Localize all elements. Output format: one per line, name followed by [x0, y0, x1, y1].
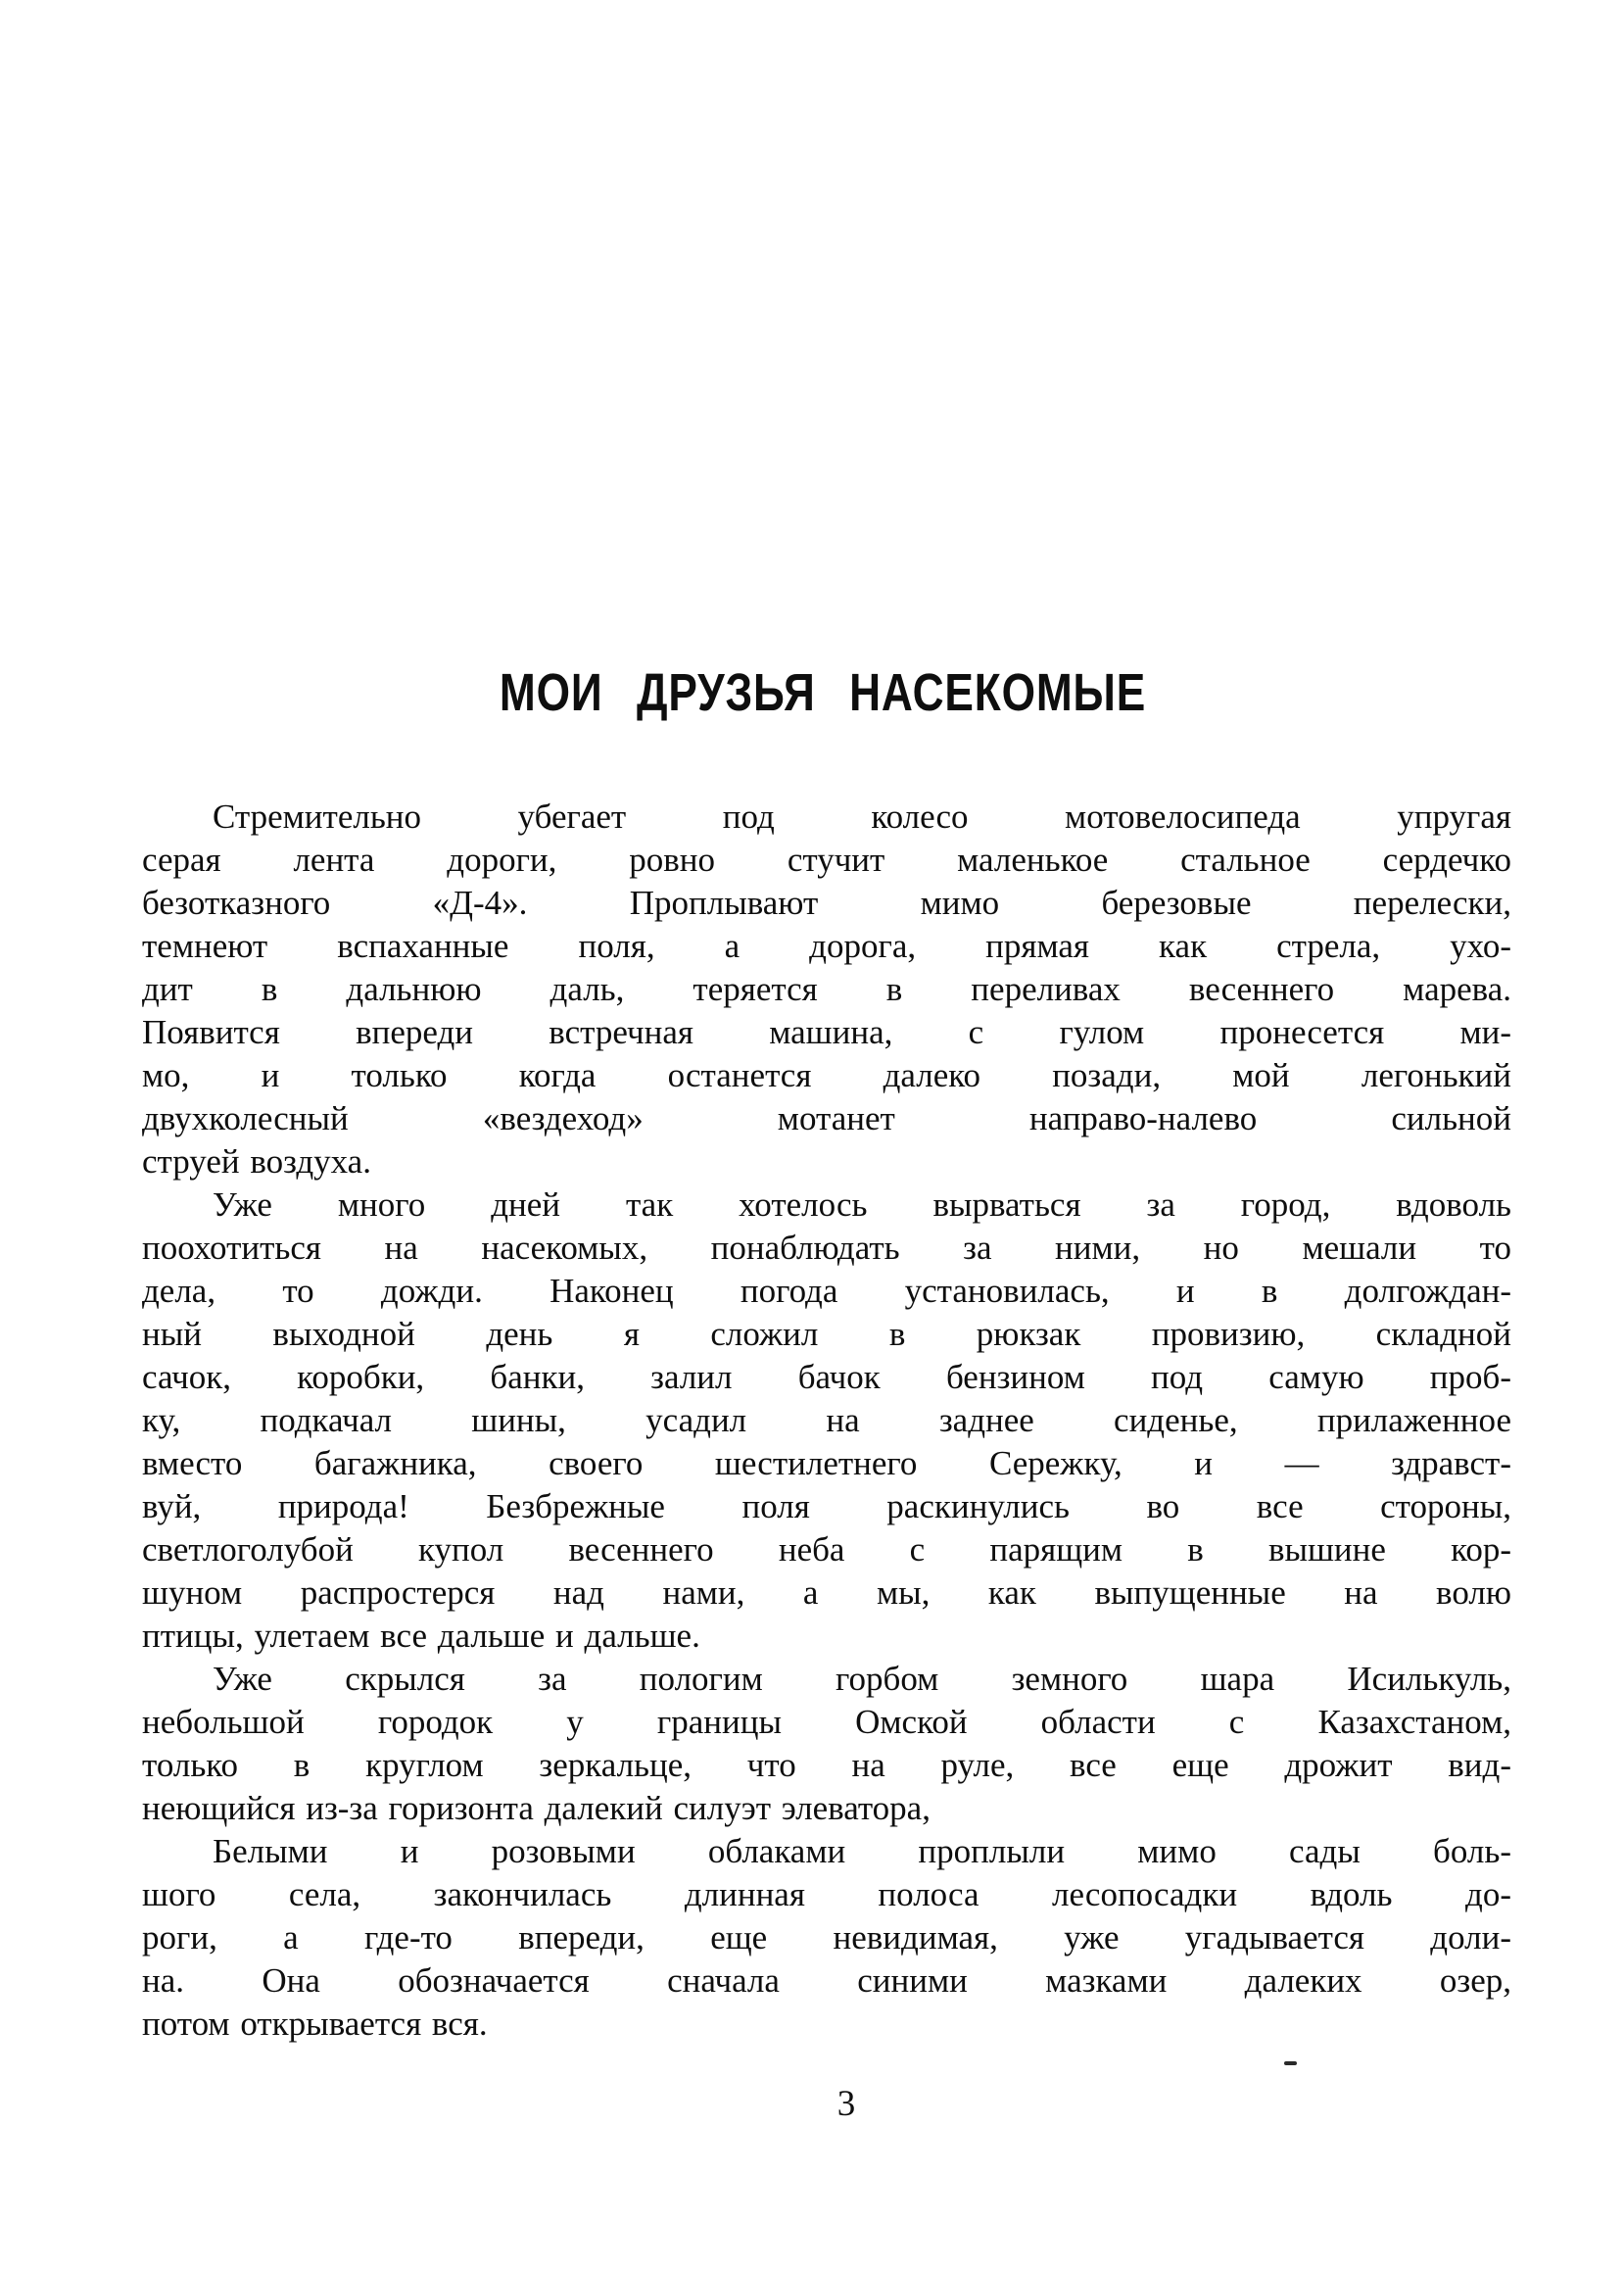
text-line: Появится впереди встречная машина, с гулом пронесется ми- — [142, 1013, 1511, 1051]
text-line: ку, подкачал шины, усадил на заднее сиденье, прилаженное — [142, 1401, 1511, 1439]
text-line: серая лента дороги, ровно стучит маленькое стальное сердечко — [142, 841, 1511, 879]
paragraph-2 — [142, 1183, 1511, 1658]
chapter-title: МОИ ДРУЗЬЯ НАСЕКОМЫЕ — [499, 663, 1147, 722]
text-line: безотказного «Д-4». Проплывают мимо березовые перелески, — [142, 884, 1511, 922]
text-line: птицы, улетаем все дальше и дальше. — [142, 1617, 700, 1655]
stray-dash-mark — [1284, 2061, 1297, 2065]
text-line: поохотиться на насекомых, понаблюдать за ними, но мешали то — [142, 1229, 1511, 1267]
paragraph-3 — [142, 1658, 1511, 1830]
text-line: вуй, природа! Безбрежные поля раскинулись во все стороны, — [142, 1487, 1511, 1525]
paragraph-4 — [142, 1830, 1511, 2046]
text-line: светлоголубой купол весеннего неба с парящим в вышине кор- — [142, 1530, 1511, 1569]
text-line: шого села, закончилась длинная полоса лесопосадки вдоль до- — [142, 1875, 1511, 1913]
text-line: на. Она обозначается сначала синими мазками далеких озер, — [142, 1961, 1511, 2000]
text-line: только в круглом зеркальце, что на руле, все еще дрожит вид- — [142, 1746, 1511, 1784]
text-line: темнеют вспаханные поля, а дорога, прямая как стрела, ухо- — [142, 927, 1511, 965]
text-line: струей воздуха. — [142, 1142, 371, 1181]
text-line: дит в дальнюю даль, теряется в переливах весеннего марева. — [142, 970, 1511, 1008]
text-line: шуном распростерся над нами, а мы, как выпущенные на волю — [142, 1573, 1511, 1612]
text-line: неющийся из-за горизонта далекий силуэт элеватора, — [142, 1789, 931, 1827]
text-line: дела, то дожди. Наконец погода установилась, и в долгождан- — [142, 1272, 1511, 1310]
text-line: мо, и только когда останется далеко позади, мой легонький — [142, 1056, 1511, 1094]
text-line: двухколесный «вездеход» мотанет направо-налево сильной — [142, 1099, 1511, 1137]
text-line: ный выходной день я сложил в рюкзак провизию, складной — [142, 1315, 1511, 1353]
text-line: вместо багажника, своего шестилетнего Сережку, и — здравст- — [142, 1444, 1511, 1482]
text-line: потом открывается вся. — [142, 2004, 488, 2043]
text-line: Стремительно убегает под колесо мотовелосипеда упругая — [213, 797, 1511, 836]
page-number: 3 — [836, 2084, 856, 2124]
text-line: Уже скрылся за пологим горбом земного шара Исилькуль, — [213, 1660, 1511, 1698]
text-line: сачок, коробки, банки, залил бачок бензином под самую проб- — [142, 1358, 1511, 1396]
body-text — [142, 796, 1511, 2046]
text-line: небольшой городок у границы Омской области с Казахстаном, — [142, 1703, 1511, 1741]
text-line: Белыми и розовыми облаками проплыли мимо сады боль- — [213, 1832, 1511, 1870]
text-line: роги, а где-то впереди, еще невидимая, уже угадывается доли- — [142, 1918, 1511, 1956]
text-line: Уже много дней так хотелось вырваться за город, вдоволь — [213, 1185, 1511, 1224]
paragraph-1 — [142, 796, 1511, 1183]
